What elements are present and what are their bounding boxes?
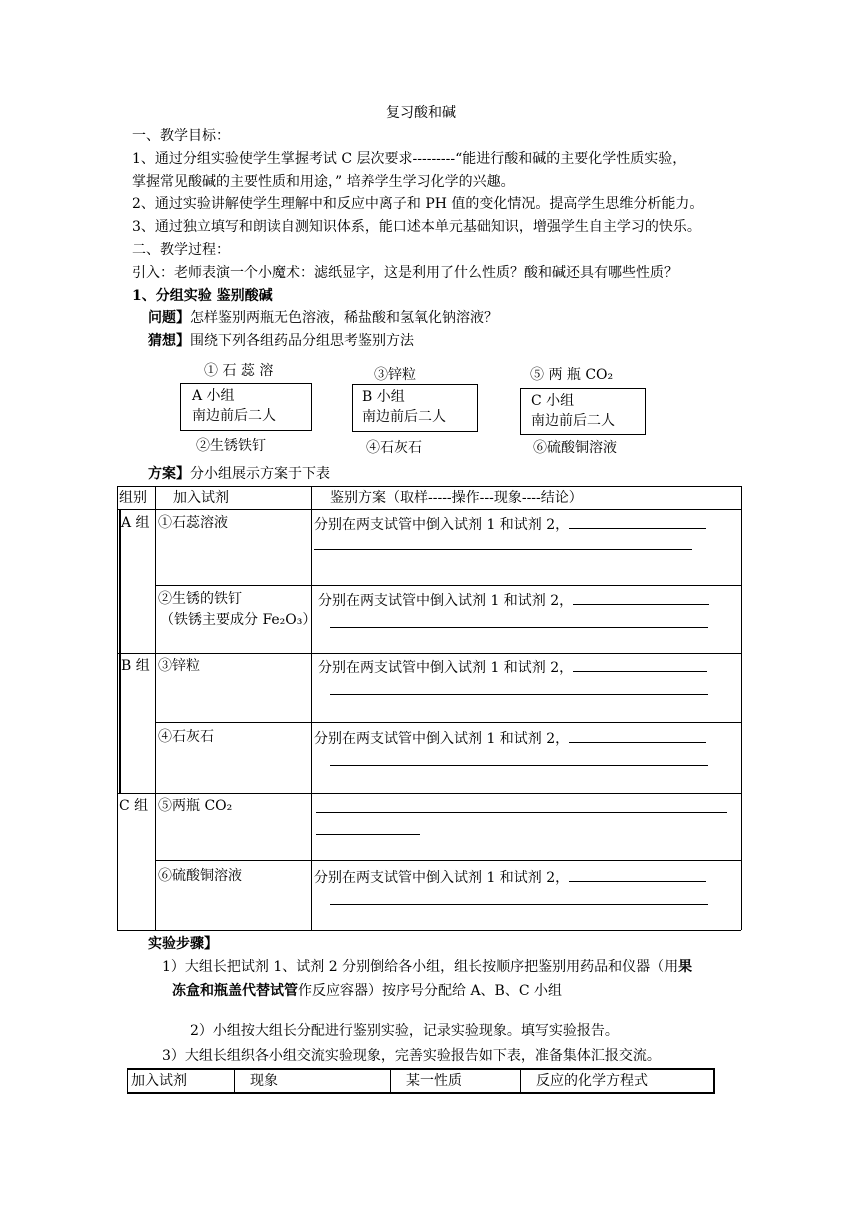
section-teaching-process: 二、教学过程： bbox=[132, 242, 230, 258]
scheme-rusty-nail bbox=[318, 590, 709, 610]
question-label: 问题】 bbox=[148, 310, 190, 326]
answer-blank[interactable] bbox=[569, 867, 706, 882]
th2-property: 某一性质 bbox=[406, 1073, 462, 1089]
scheme-text: 分别在两支试管中倒入试剂 1 和试剂 2， bbox=[318, 660, 574, 676]
question-line bbox=[148, 309, 498, 327]
goal-1-line-2: 掌握常见酸碱的主要性质和用途，” 培养学生学习化学的兴趣。 bbox=[132, 174, 515, 190]
answer-blank[interactable] bbox=[330, 627, 708, 628]
reagent-limestone: ④石灰石 bbox=[158, 729, 214, 745]
page-title: 复习酸和碱 bbox=[386, 105, 456, 121]
answer-blank[interactable] bbox=[573, 657, 707, 672]
guess-label: 猜想】 bbox=[148, 333, 190, 349]
reagent-3: ③锌粒 bbox=[374, 367, 416, 383]
plan-text: 分小组展示方案于下表 bbox=[190, 466, 330, 482]
reagent-zinc: ③锌粒 bbox=[158, 658, 200, 674]
scheme-text: 分别在两支试管中倒入试剂 1 和试剂 2， bbox=[318, 593, 574, 609]
th2-reagent: 加入试剂 bbox=[131, 1073, 187, 1089]
scheme-text: 分别在两支试管中倒入试剂 1 和试剂 2， bbox=[314, 731, 570, 747]
part-1-heading: 1、分组实验 鉴别酸碱 bbox=[132, 288, 273, 304]
plan-line bbox=[148, 465, 330, 483]
th2-equation: 反应的化学方程式 bbox=[536, 1073, 648, 1089]
answer-blank[interactable] bbox=[330, 694, 708, 695]
group-c-desc: 南边前后二人 bbox=[531, 413, 615, 429]
group-a-box bbox=[180, 383, 312, 431]
answer-blank[interactable] bbox=[573, 590, 709, 605]
intro: 引入：老师表演一个小魔术：滤纸显字，这是利用了什么性质？酸和碱还具有哪些性质？ bbox=[132, 265, 678, 281]
step-1-bold-phrase: 冻盒和瓶盖代替试管 bbox=[172, 983, 298, 999]
reagent-rust-note: （铁锈主要成分 Fe₂O₃） bbox=[160, 612, 317, 628]
group-b-cell: B 组 bbox=[121, 658, 150, 674]
answer-blank[interactable] bbox=[316, 812, 727, 813]
plan-label: 方案】 bbox=[148, 466, 190, 482]
th-reagent: 加入试剂 bbox=[173, 490, 229, 506]
group-b-box bbox=[352, 384, 478, 432]
steps-heading: 实验步骤】 bbox=[148, 936, 218, 952]
step-1-bold: 果 bbox=[678, 959, 693, 975]
scheme-text: 分别在两支试管中倒入试剂 1 和试剂 2， bbox=[314, 517, 570, 533]
th2-phenomenon: 现象 bbox=[250, 1073, 278, 1089]
goal-3: 3、通过独立填写和朗读自测知识体系，能口述本单元基础知识，增强学生自主学习的快乐。 bbox=[132, 219, 701, 235]
scheme-copper-sulfate bbox=[314, 867, 706, 887]
scheme-litmus bbox=[314, 514, 706, 534]
group-a-label: A 小组 bbox=[192, 388, 235, 404]
reagent-litmus: ①石蕊溶液 bbox=[158, 515, 228, 531]
step-1-text-end: 作反应容器）按序号分配给 A、B、C 小组 bbox=[298, 983, 563, 999]
goal-2: 2、通过实验讲解使学生理解中和反应中离子和 PH 值的变化情况。提高学生思维分析能力。 bbox=[132, 196, 704, 212]
reagent-5: ⑤ 两 瓶 CO₂ bbox=[530, 367, 614, 383]
scheme-zinc bbox=[318, 657, 707, 677]
step-1-text: 1）大组长把试剂 1、试剂 2 分别倒给各小组，组长按顺序把鉴别用药品和仪器（用 bbox=[162, 959, 679, 975]
answer-blank[interactable] bbox=[569, 728, 706, 743]
reagent-copper-sulfate: ⑥硫酸铜溶液 bbox=[158, 868, 242, 884]
step-1-line-1 bbox=[162, 958, 692, 976]
group-b-label: B 小组 bbox=[362, 389, 405, 405]
reagent-rusty-nail: ②生锈的铁钉 bbox=[158, 591, 242, 607]
answer-blank[interactable] bbox=[569, 514, 706, 529]
group-a-cell: A 组 bbox=[121, 515, 150, 531]
goal-1-line-1: 1、通过分组实验使学生掌握考试 C 层次要求---------“能进行酸和碱的主要化学性质实验， bbox=[132, 151, 687, 167]
scheme-text: 分别在两支试管中倒入试剂 1 和试剂 2， bbox=[314, 870, 570, 886]
reagent-6: ⑥硫酸铜溶液 bbox=[533, 440, 617, 456]
answer-blank[interactable] bbox=[316, 834, 420, 835]
reagent-2: ②生锈铁钉 bbox=[196, 438, 266, 454]
group-b-desc: 南边前后二人 bbox=[362, 409, 446, 425]
group-c-box bbox=[520, 388, 646, 435]
group-a-desc: 南边前后二人 bbox=[192, 408, 276, 424]
reagent-4: ④石灰石 bbox=[366, 440, 422, 456]
question-text: 怎样鉴别两瓶无色溶液，稀盐酸和氢氧化钠溶液？ bbox=[190, 310, 498, 326]
answer-blank[interactable] bbox=[330, 765, 708, 766]
group-c-label: C 小组 bbox=[531, 393, 575, 409]
answer-blank[interactable] bbox=[330, 904, 708, 905]
section-teaching-goals: 一、教学目标： bbox=[132, 128, 230, 144]
reagent-1: ① 石 蕊 溶 bbox=[204, 363, 274, 379]
guess-text: 围绕下列各组药品分组思考鉴别方法 bbox=[190, 333, 414, 349]
guess-line bbox=[148, 332, 414, 350]
th-group: 组别 bbox=[119, 490, 147, 506]
group-c-cell: C 组 bbox=[119, 798, 149, 814]
step-1-line-2 bbox=[172, 982, 562, 1000]
answer-blank[interactable] bbox=[314, 549, 692, 550]
scheme-limestone bbox=[314, 728, 706, 748]
th-scheme: 鉴别方案（取样-----操作---现象----结论） bbox=[330, 490, 583, 506]
step-2: 2）小组按大组长分配进行鉴别实验，记录实验现象。填写实验报告。 bbox=[190, 1023, 619, 1039]
step-3: 3）大组长组织各小组交流实验现象，完善实验报告如下表，准备集体汇报交流。 bbox=[162, 1048, 661, 1064]
reagent-co2: ⑤两瓶 CO₂ bbox=[158, 798, 233, 814]
